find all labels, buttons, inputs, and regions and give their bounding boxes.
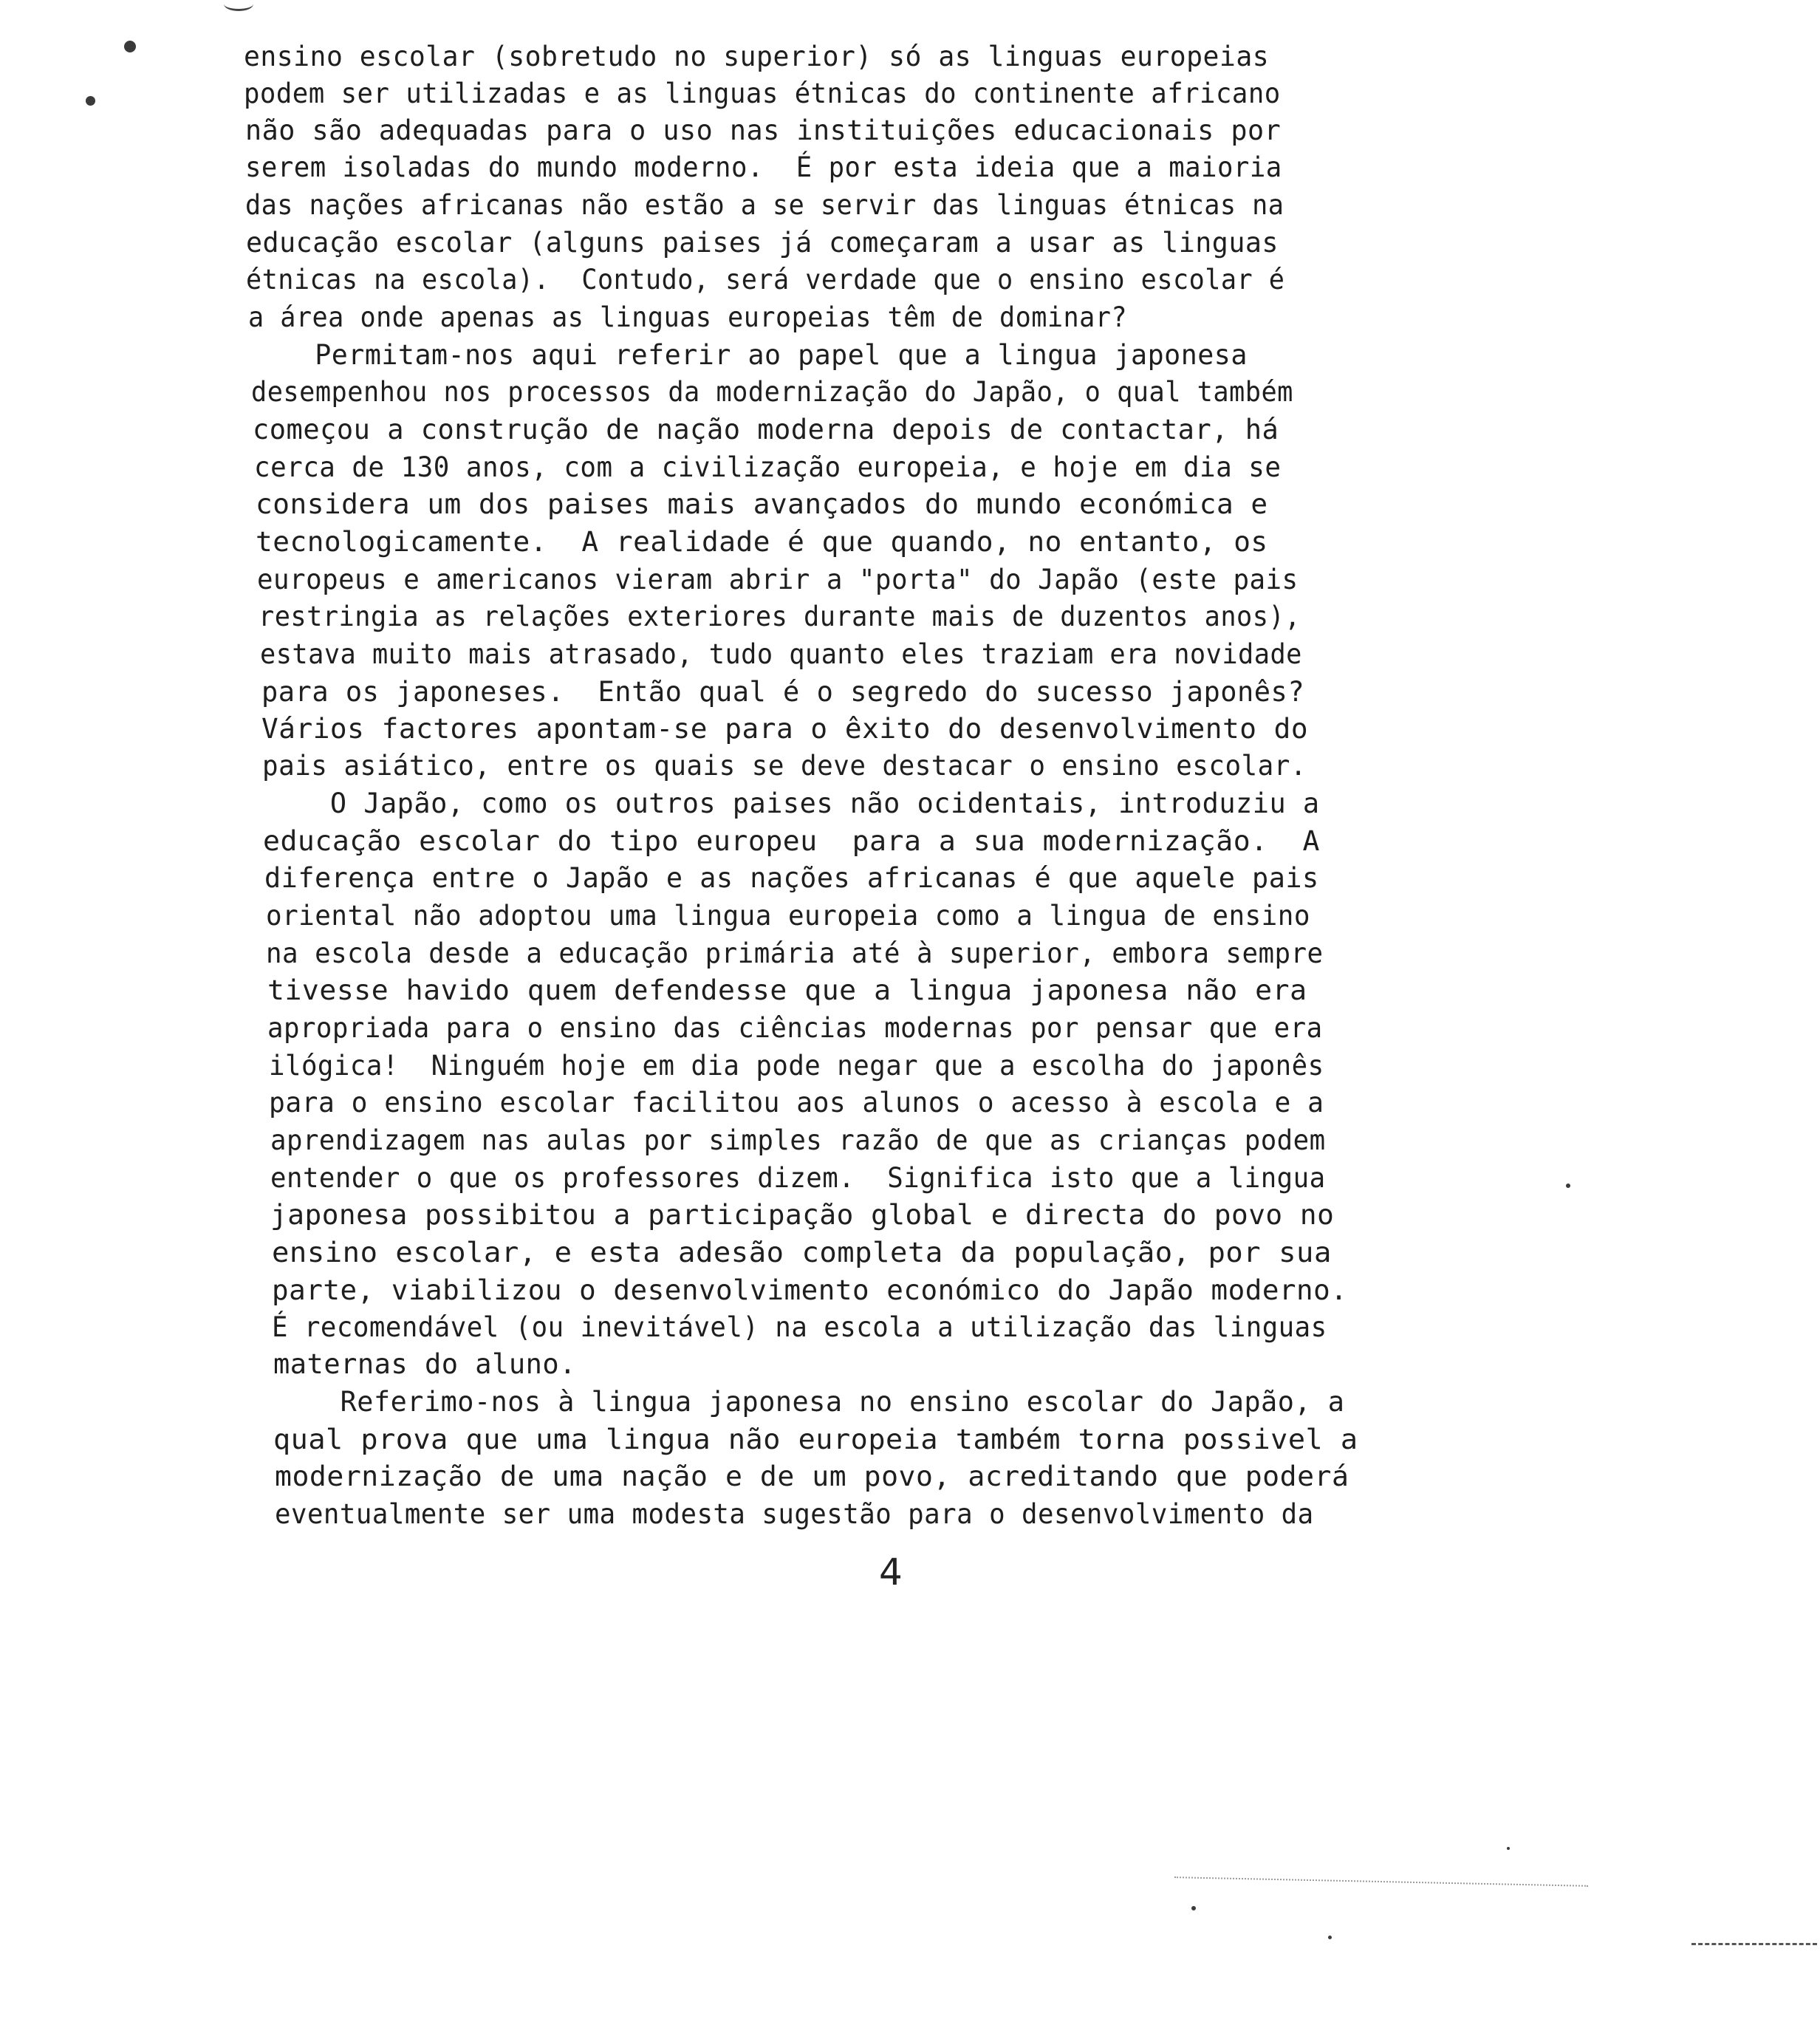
text-line: ensino escolar, e esta adesão completa da população, por sua	[272, 1237, 1332, 1268]
text-line: Vários factores apontam-se para o êxito do desenvolvimento do	[261, 713, 1309, 745]
text-line: ensino escolar (sobretudo no superior) só as linguas europeias	[244, 41, 1270, 72]
scan-speck	[1328, 1936, 1332, 1939]
scan-mark-curl	[224, 0, 253, 11]
text-line: japonesa possibitou a participação global e directa do povo no	[270, 1199, 1335, 1231]
scan-speck	[1191, 1906, 1196, 1910]
scan-speck	[124, 41, 136, 52]
text-line: Referimo-nos à lingua japonesa no ensino escolar do Japão, a	[273, 1386, 1345, 1418]
text-line: entender o que os professores dizem. Significa isto que a lingua	[270, 1162, 1326, 1194]
text-line: diferença entre o Japão e as nações africanas é que aquele pais	[264, 862, 1319, 894]
scan-speck	[1566, 1184, 1570, 1188]
text-line: europeus e americanos vieram abrir a "porta" do Japão (este pais	[257, 564, 1299, 595]
text-line: cerca de 130 anos, com a civilização europeia, e hoje em dia se	[254, 451, 1282, 483]
text-line: apropriada para o ensino das ciências modernas por pensar que era	[267, 1012, 1323, 1044]
scan-artifact-line	[1174, 1876, 1588, 1887]
text-line: É recomendável (ou inevitável) na escola a utilização das linguas	[272, 1311, 1327, 1343]
text-line: aprendizagem nas aulas por simples razão de que as crianças podem	[270, 1124, 1326, 1156]
text-line: pais asiático, entre os quais se deve destacar o ensino escolar.	[262, 750, 1307, 782]
text-line: O Japão, como os outros paises não ocidentais, introduziu a	[263, 788, 1320, 819]
text-line: ilógica! Ninguém hoje em dia pode negar que a escolha do japonês	[269, 1050, 1324, 1082]
text-line: educação escolar do tipo europeu para a sua modernização. A	[263, 825, 1321, 857]
text-line: das nações africanas não estão a se servir das linguas étnicas na	[245, 189, 1284, 221]
text-line: étnicas na escola). Contudo, será verdade que o ensino escolar é	[246, 264, 1285, 296]
text-line: para o ensino escolar facilitou aos alunos o acesso à escola e a	[269, 1087, 1324, 1118]
scan-speck	[86, 96, 95, 106]
text-line: não são adequadas para o uso nas instituições educacionais por	[245, 115, 1282, 146]
scan-speck	[1507, 1847, 1510, 1850]
text-line: eventualmente ser uma modesta sugestão para o desenvolvimento da	[275, 1498, 1314, 1530]
text-line: Permitam-nos aqui referir ao papel que a lingua japonesa	[248, 339, 1248, 371]
text-line: tivesse havido quem defendesse que a lingua japonesa não era	[267, 974, 1307, 1006]
text-line: modernização de uma nação e de um povo, acreditando que poderá	[275, 1461, 1349, 1492]
text-line: parte, viabilizou o desenvolvimento económico do Japão moderno.	[272, 1274, 1348, 1306]
text-line: maternas do aluno.	[273, 1348, 576, 1380]
text-line: qual prova que uma lingua não europeia também torna possivel a	[273, 1424, 1358, 1455]
text-line: restringia as relações exteriores durante mais de duzentos anos),	[259, 601, 1301, 632]
text-line: estava muito mais atrasado, tudo quanto eles traziam era novidade	[260, 638, 1302, 670]
text-line: tecnologicamente. A realidade é que quando, no entanto, os	[256, 526, 1268, 558]
text-line: a área onde apenas as linguas europeias têm de dominar?	[248, 301, 1128, 333]
text-line: para os japoneses. Então qual é o segredo do sucesso japonês?	[261, 676, 1305, 708]
text-line: considera um dos paises mais avançados do mundo económica e	[256, 488, 1268, 520]
text-line: serem isoladas do mundo moderno. É por esta ideia que a maioria	[245, 151, 1282, 183]
text-line: podem ser utilizadas e as linguas étnicas do continente africano	[244, 78, 1281, 109]
text-line: educação escolar (alguns paises já começaram a usar as linguas	[246, 227, 1279, 259]
text-line: oriental não adoptou uma lingua europeia como a lingua de ensino	[266, 900, 1310, 932]
text-line: na escola desde a educação primária até à superior, embora sempre	[266, 937, 1324, 969]
text-line: começou a construção de nação moderna depois de contactar, há	[253, 414, 1279, 445]
page-number: 4	[879, 1551, 903, 1594]
scan-artifact-dashes	[1691, 1943, 1817, 1945]
text-line: desempenhou nos processos da modernização do Japão, o qual também	[251, 376, 1293, 408]
